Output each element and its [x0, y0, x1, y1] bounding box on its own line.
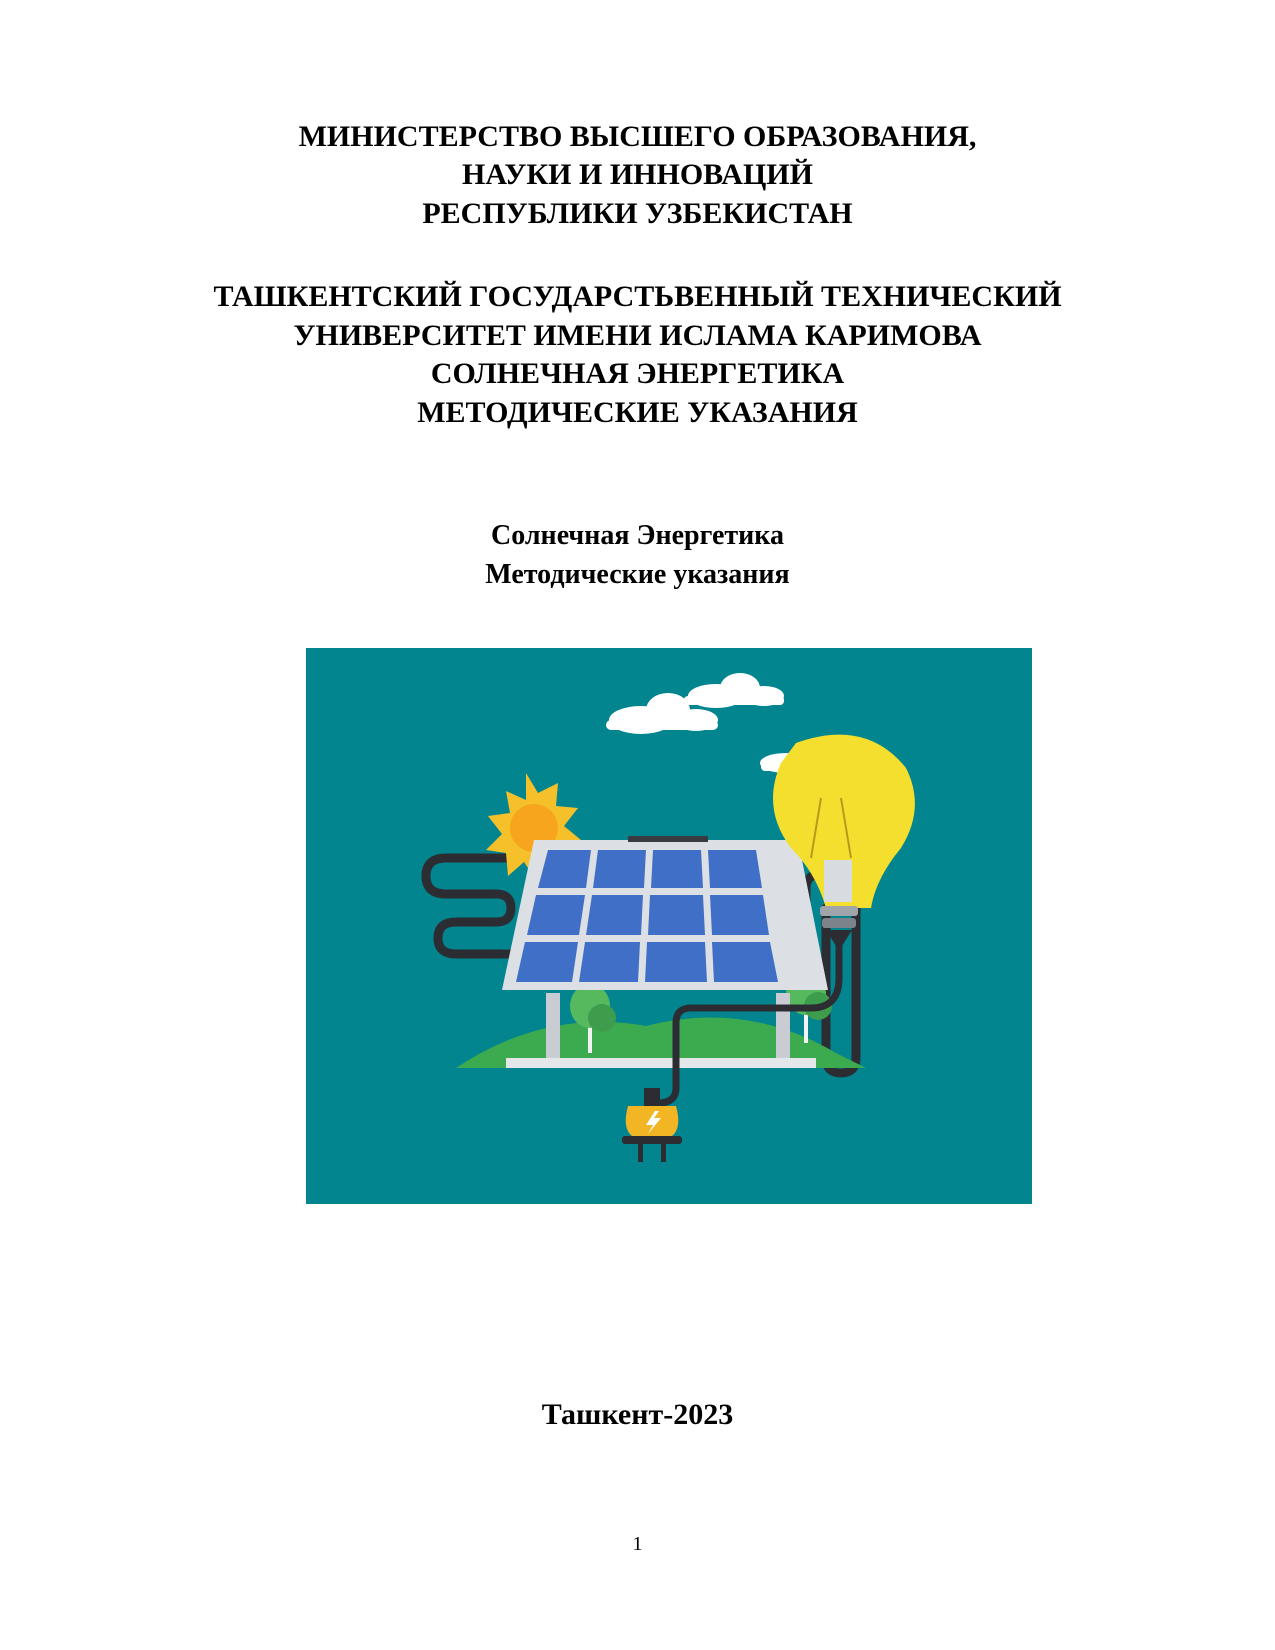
panel-stand-left — [546, 993, 560, 1068]
page-number: 1 — [632, 1533, 643, 1555]
panel-stand-base — [506, 1058, 816, 1068]
ministry-line-1: МИНИСТЕРСТВО ВЫСШЕГО ОБРАЗОВАНИЯ, — [298, 120, 977, 153]
ministry-line-2: НАУКИ И ИННОВАЦИЙ — [462, 158, 813, 191]
solar-panel — [502, 836, 828, 990]
panel-stand-right — [776, 993, 790, 1068]
subtitle-line-1: Солнечная Энергетика — [491, 520, 784, 551]
solar-energy-illustration — [306, 648, 1032, 1204]
ministry-line-3: РЕСПУБЛИКИ УЗБЕКИСТАН — [422, 197, 853, 230]
university-line-3: СОЛНЕЧНАЯ ЭНЕРГЕТИКА — [430, 357, 845, 390]
subtitle-line-2: Методические указания — [485, 559, 790, 590]
university-line-1: ТАШКЕНТСКИЙ ГОСУДАРСТЬВЕННЫЙ ТЕХНИЧЕСКИЙ — [213, 280, 1062, 313]
university-line-2: УНИВЕРСИТЕТ ИМЕНИ ИСЛАМА КАРИМОВА — [293, 319, 982, 352]
university-line-4: МЕТОДИЧЕСКИЕ УКАЗАНИЯ — [417, 396, 858, 429]
city-year: Ташкент-2023 — [541, 1398, 734, 1431]
